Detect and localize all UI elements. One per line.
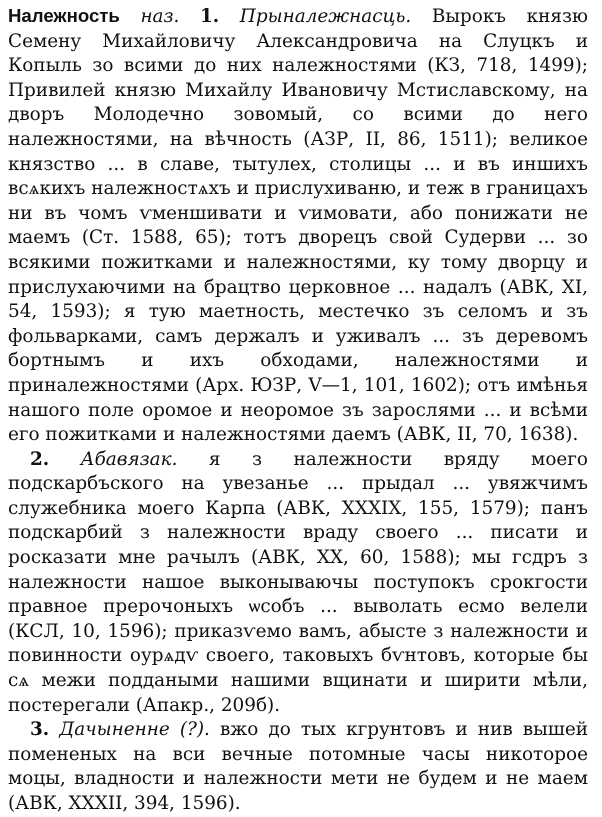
sense-1-number: 1. — [200, 6, 220, 27]
sense-3-paragraph — [8, 718, 588, 816]
part-of-speech: наз. — [140, 6, 180, 27]
sense-1-paragraph — [8, 4, 588, 448]
sense-1-gloss: Прыналежнасць. — [239, 6, 412, 27]
sense-2-text: я з належности вряду моего подскарбъского на увезанье ... прыдал ... увяжчимъ служебника моего Карпа (АВК, XXXIX, 155, 1579); панъ подскарбий з належности враду своего ... писати и росказати мне рачылъ (АВК, XX, 60, 1588); мы гсдръ з належности нашое выконываючы поступокъ срокгости правное прерочоныхъ ѡсобъ ... выволать есмо велели (КСЛ, 10, 1596); приказѵемо вамъ, абысте з належности и повинности оурѧдѵ своего, таковыхъ бѵнтовъ, которые бы сѧ межи поддаными нашими вщинати и ширити мѣли, постерегали (Апакр., 209б). — [8, 448, 588, 716]
headword: Належность — [8, 5, 120, 26]
sense-2-paragraph — [8, 448, 588, 719]
sense-3-gloss: Дачыненне (?). — [59, 719, 210, 741]
sense-3-text: вжо до тых кгрунтовъ и нив вышей помененых на вси вечные потомные часы никоторое моцы, владности и належности мети не будем и не маем (АВК, XXXII, 394, 1596). — [8, 719, 588, 814]
sense-2-number: 2. — [30, 448, 50, 470]
sense-3-number: 3. — [30, 719, 50, 741]
sense-1-text: Вырокъ князю Семену Михайловичу Александровича на Слуцкъ и Копыль зо всими до них належностями (КЗ, 718, 1499); Привилей князю Михайлу Ивановичу Мстиславскому, на дворъ Молодечно зовомый, со всими до него належностями, на вѣчность (АЗР, II, 86, 1511); великое князство ... в славе, тытулех, столицы ... и въ иншихъ всѧкихъ належностѧхъ и прислухиваню, и теж в границахъ ни въ чомъ ѵменшивати и ѵимовати, або понижати не маемъ (Ст. 1588, 65); тотъ дворецъ свой Судерви ... зо всякими пожитками и належностями, ку тому дворцу и прислухаючими на брацтво церковное ... надалъ (АВК, XI, 54, 1593); я тую маетность, местечко зъ селомъ и зъ фольварками, самъ держалъ и уживалъ ... зъ деревомъ бортнымъ и ихъ обходами, належностями и приналежностями (Арх. ЮЗР, V—1, 101, 1602); отъ имѣнья нашого поле оромое и неоромое зъ зарослями ... и всѣми его пожитками и належностями даемъ (АВК, II, 70, 1638). — [8, 6, 588, 446]
sense-2-gloss: Абавязак. — [80, 448, 178, 470]
